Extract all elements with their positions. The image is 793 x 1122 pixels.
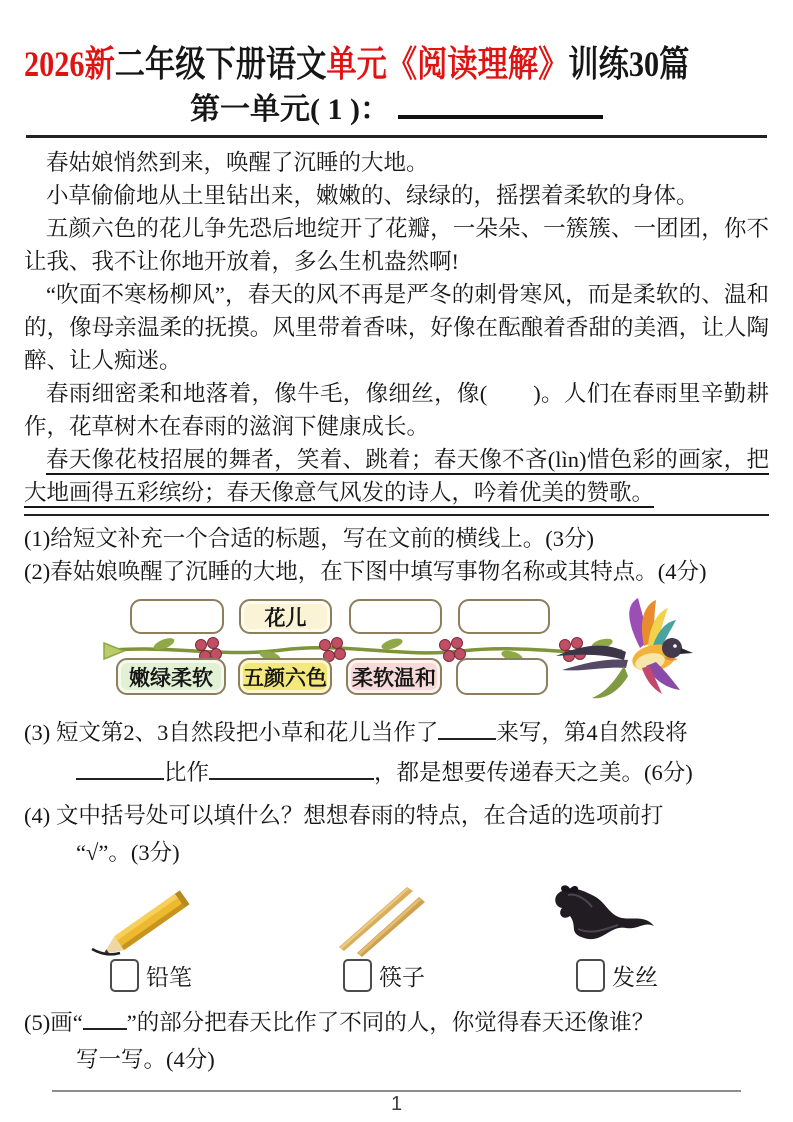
q3-blank-2 [76,757,164,780]
option-label-chopsticks: 筷子 [379,965,425,990]
spring-diagram [102,594,706,710]
diagram-box-top-4 [458,599,550,634]
passage-paragraph: 五颜六色的花儿争先恐后地绽开了花瓣，一朵朵、一簇簇、一团团，你不让我、我不让你地开放着，多么生机盎然啊! [24,216,769,274]
title-fill-blank [398,91,603,119]
diagram-box-bottom-3: 柔软温和 [346,658,442,695]
option-checkbox-pencil[interactable] [110,959,139,992]
question-list [24,522,769,588]
passage-paragraph: “吹面不寒杨柳风”，春天的风不再是严冬的刺骨寒风，而是柔软的、温和的，像母亲温柔的抚摸。风里带着香味，好像在酝酿着香甜的美酒，让人陶醉、让人痴迷。 [24,282,769,373]
title-part-red-2: 单元《阅读理解》 [326,44,569,84]
option-checkbox-hair[interactable] [576,959,605,992]
passage-divider [24,514,769,516]
vine-stem [104,648,622,653]
option-label-hair: 发丝 [612,965,658,990]
question-5 [24,1006,769,1076]
diagram-box-top-2: 花儿 [239,599,332,634]
diagram-box-bottom-1: 嫩绿柔软 [116,658,226,695]
pencil-icon [88,881,213,957]
page-footer [0,1090,793,1116]
arrow-icon [104,643,124,659]
question-4 [24,799,769,869]
q5-text-c: 写一写。(4分) [76,1047,215,1072]
unit-subtitle [24,91,769,128]
flower-icon [440,638,466,662]
option-checkbox-chopsticks[interactable] [343,959,372,992]
option-row [24,881,769,992]
q3-blank-3 [209,757,374,780]
title-part-black-2: 训练30篇 [568,44,690,84]
page-number: 1 [390,1093,403,1115]
passage-paragraph: 春雨细密柔和地落着，像牛毛，像细丝，像( )。人们在春雨里辛勤耕作，花草树木在春雨的滋润下健康成长。 [24,381,769,439]
q3-text-a: (3) 短文第2、3自然段把小草和花儿当作了 [24,720,439,745]
title-part-black-1: 二年级下册语文 [114,44,327,84]
question-1: (1)给短文补充一个合适的标题，写在文前的横线上。(3分) [24,526,594,551]
passage-paragraph-underlined: 春天像花枝招展的舞者，笑着、跳着；春天像不吝(lìn)惜色彩的画家，把大地画得五彩缤纷；春天像意气风发的诗人，吟着优美的赞歌。 [24,447,769,505]
q5-blank [83,1007,127,1030]
header-divider [26,135,767,138]
hair-icon [548,881,660,953]
option-label-pencil: 铅笔 [146,965,192,990]
option-chopsticks [303,881,536,992]
q3-text-b: 来写，第4自然段将 [496,720,688,745]
question-3 [24,716,769,789]
diagram-box-top-3 [349,599,442,634]
passage-paragraph: 春姑娘悄然到来，唤醒了沉睡的大地。 [46,150,429,175]
page-title [24,0,690,87]
diagram-box-top-1 [130,599,224,634]
diagram-box-bottom-2: 五颜六色 [238,658,332,695]
q4-text-a: (4) 文中括号处可以填什么？想想春雨的特点，在合适的选项前打 [24,803,664,828]
option-pencil [70,881,303,992]
chopsticks-icon [331,881,436,957]
q5-text-b: ”的部分把春天比作了不同的人，你觉得春天还像谁？ [126,1010,655,1035]
option-hair [536,881,769,992]
q4-text-b: “√”。(3分) [76,840,180,865]
q5-text-a: (5)画“ [24,1010,83,1035]
title-part-red-1: 2026新 [24,44,115,84]
reading-passage [24,146,769,509]
q3-text-c: 比作 [164,760,210,785]
q3-text-d: ，都是想要传递春天之美。(6分) [374,760,693,785]
diagram-box-bottom-4 [456,658,548,695]
q3-blank-1 [438,717,496,740]
footer-divider [52,1090,741,1092]
passage-paragraph: 小草偷偷地从土里钻出来，嫩嫩的、绿绿的，摇摆着柔软的身体。 [46,183,699,208]
unit-label: 第一单元( 1 )： [190,93,390,126]
question-2: (2)春姑娘唤醒了沉睡的大地，在下图中填写事物名称或其特点。(4分) [24,559,707,584]
